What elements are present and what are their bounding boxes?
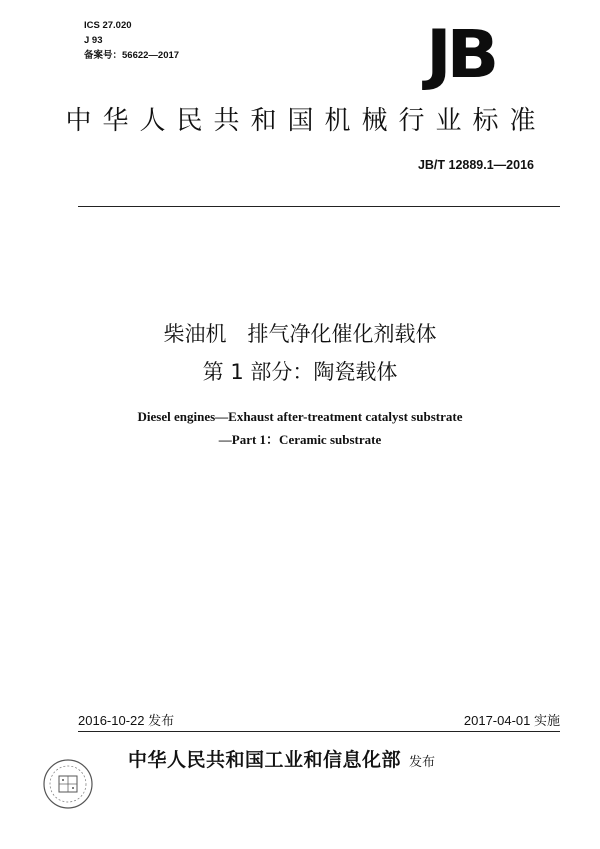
publisher-seal-icon: [40, 756, 96, 812]
title-cn-line1: 柴油机 排气净化催化剂载体: [163, 322, 437, 346]
publisher-name: 中华人民共和国工业和信息化部: [128, 749, 402, 771]
record-number: 备案号：56622—2017: [84, 50, 180, 61]
title-cn-line2: 第 1 部分：陶瓷载体: [202, 360, 398, 384]
jb-logo: JB: [426, 16, 495, 93]
title-en-line2: —Part 1：Ceramic substrate: [218, 432, 382, 447]
top-divider: [78, 206, 560, 207]
standard-category: 中华人民共和国机械行业标准: [65, 106, 547, 136]
publisher-suffix: 发布: [409, 755, 436, 770]
standard-number: JB/T 12889.1—2016: [417, 158, 534, 172]
publisher: [128, 745, 435, 772]
issue-date: 2016-10-22 发布: [78, 713, 175, 728]
standard-meta: [84, 18, 179, 63]
ics-code: ICS 27.020: [84, 20, 132, 31]
title-en-line1: Diesel engines—Exhaust after-treatment catalyst substrate: [137, 409, 463, 424]
bottom-divider: [78, 731, 560, 732]
ccs-code: J 93: [84, 35, 103, 46]
implementation-date: 2017-04-01 实施: [463, 713, 560, 728]
